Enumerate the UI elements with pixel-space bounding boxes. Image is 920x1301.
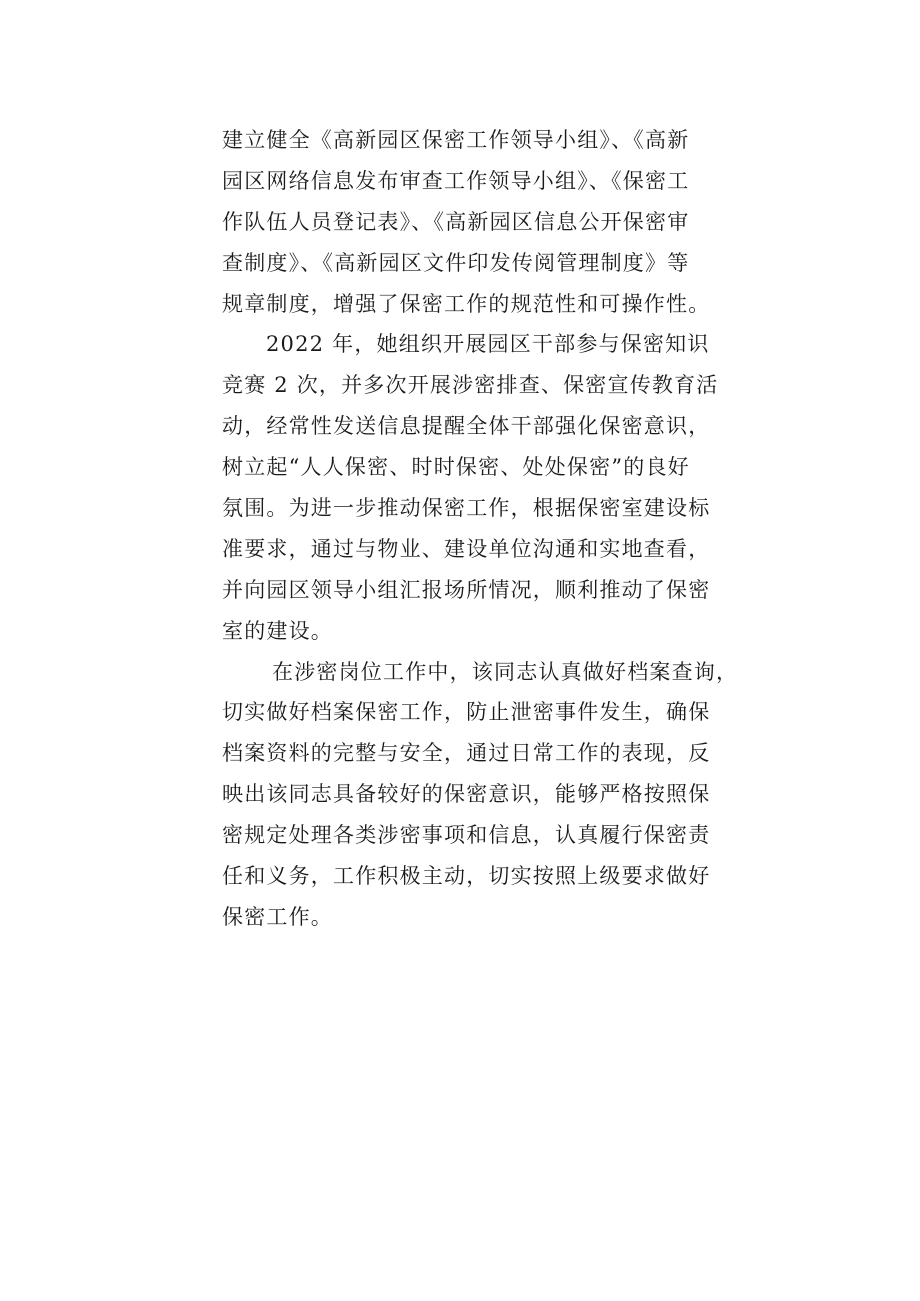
text-line: 保密工作。	[222, 904, 333, 929]
paragraph-regulations	[222, 120, 711, 324]
text-line: 树立起“人人保密、时时保密、处处保密”的良好	[222, 455, 690, 480]
paragraph-archive-work	[222, 652, 739, 938]
text-line: 准要求，通过与物业、建设单位沟通和实地查看，	[222, 536, 711, 561]
text-line: 规章制度，增强了保密工作的规范性和可操作性。	[222, 291, 711, 316]
text-line: 查制度》、《高新园区文件印发传阅管理制度》等	[222, 250, 690, 275]
text-line: 密规定处理各类涉密事项和信息，认真履行保密责	[222, 823, 711, 848]
text-line: 档案资料的完整与安全，通过日常工作的表现，反	[222, 741, 711, 766]
text-line: 作队伍人员登记表》、《高新园区信息公开保密审	[222, 209, 690, 234]
document-body	[222, 120, 739, 938]
paragraph-2022-activities	[222, 324, 719, 651]
text-line: 任和义务，工作积极主动，切实按照上级要求做好	[222, 864, 711, 889]
text-line: 在涉密岗位工作中，该同志认真做好档案查询，	[272, 659, 739, 684]
text-line: 2022 年，她组织开展园区干部参与保密知识	[266, 332, 710, 357]
text-line: 映出该同志具备较好的保密意识，能够严格按照保	[222, 782, 711, 807]
text-line: 氛围。为进一步推动保密工作，根据保密室建设标	[222, 496, 711, 521]
text-line: 动，经常性发送信息提醒全体干部强化保密意识，	[222, 414, 711, 439]
text-line: 切实做好档案保密工作，防止泄密事件发生，确保	[222, 700, 711, 725]
text-line: 建立健全《高新园区保密工作领导小组》、《高新	[222, 128, 690, 152]
text-line: 竞赛 2 次，并多次开展涉密排查、保密宣传教育活	[222, 373, 719, 398]
text-line: 室的建设。	[222, 618, 333, 643]
text-line: 并向园区领导小组汇报场所情况，顺利推动了保密	[222, 577, 711, 602]
text-line: 园区网络信息发布审查工作领导小组》、《保密工	[222, 168, 690, 193]
